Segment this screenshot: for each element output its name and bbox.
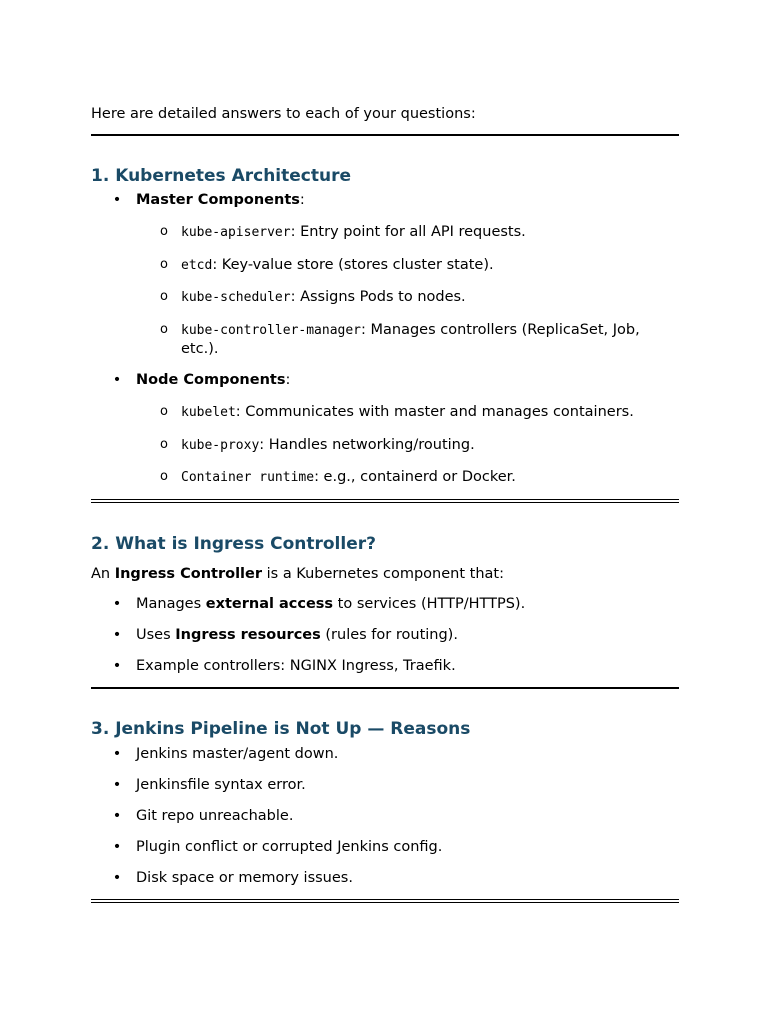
sub-bullet-icon: o	[160, 404, 168, 419]
divider	[91, 687, 679, 689]
bullet-icon: •	[112, 658, 122, 674]
divider	[91, 134, 679, 136]
sub-bullet-icon: o	[160, 437, 168, 452]
node-components-label: Node Components	[136, 372, 286, 388]
section-heading-kubernetes: 1. Kubernetes Architecture	[91, 166, 352, 186]
bullet-icon: •	[112, 746, 122, 762]
bullet-icon: •	[112, 808, 122, 824]
bullet-icon: •	[112, 870, 122, 886]
sub-bullet-icon: o	[160, 469, 168, 484]
sub-bullet-icon: o	[160, 322, 168, 337]
ingress-intro-paragraph: An Ingress Controller is a Kubernetes component that:	[91, 566, 504, 582]
bullet-icon: •	[112, 192, 122, 208]
bullet-icon: •	[112, 777, 122, 793]
bullet-icon: •	[112, 839, 122, 855]
bullet-icon: •	[112, 372, 122, 388]
master-components-label: Master Components	[136, 192, 300, 208]
section-heading-jenkins: 3. Jenkins Pipeline is Not Up — Reasons	[91, 719, 471, 739]
section-heading-ingress: 2. What is Ingress Controller?	[91, 534, 376, 554]
sub-bullet-icon: o	[160, 224, 168, 239]
bullet-icon: •	[112, 596, 122, 612]
sub-bullet-icon: o	[160, 257, 168, 272]
intro-text: Here are detailed answers to each of your questions:	[91, 106, 476, 122]
divider	[91, 899, 679, 903]
divider	[91, 499, 679, 503]
sub-bullet-icon: o	[160, 289, 168, 304]
bullet-icon: •	[112, 627, 122, 643]
